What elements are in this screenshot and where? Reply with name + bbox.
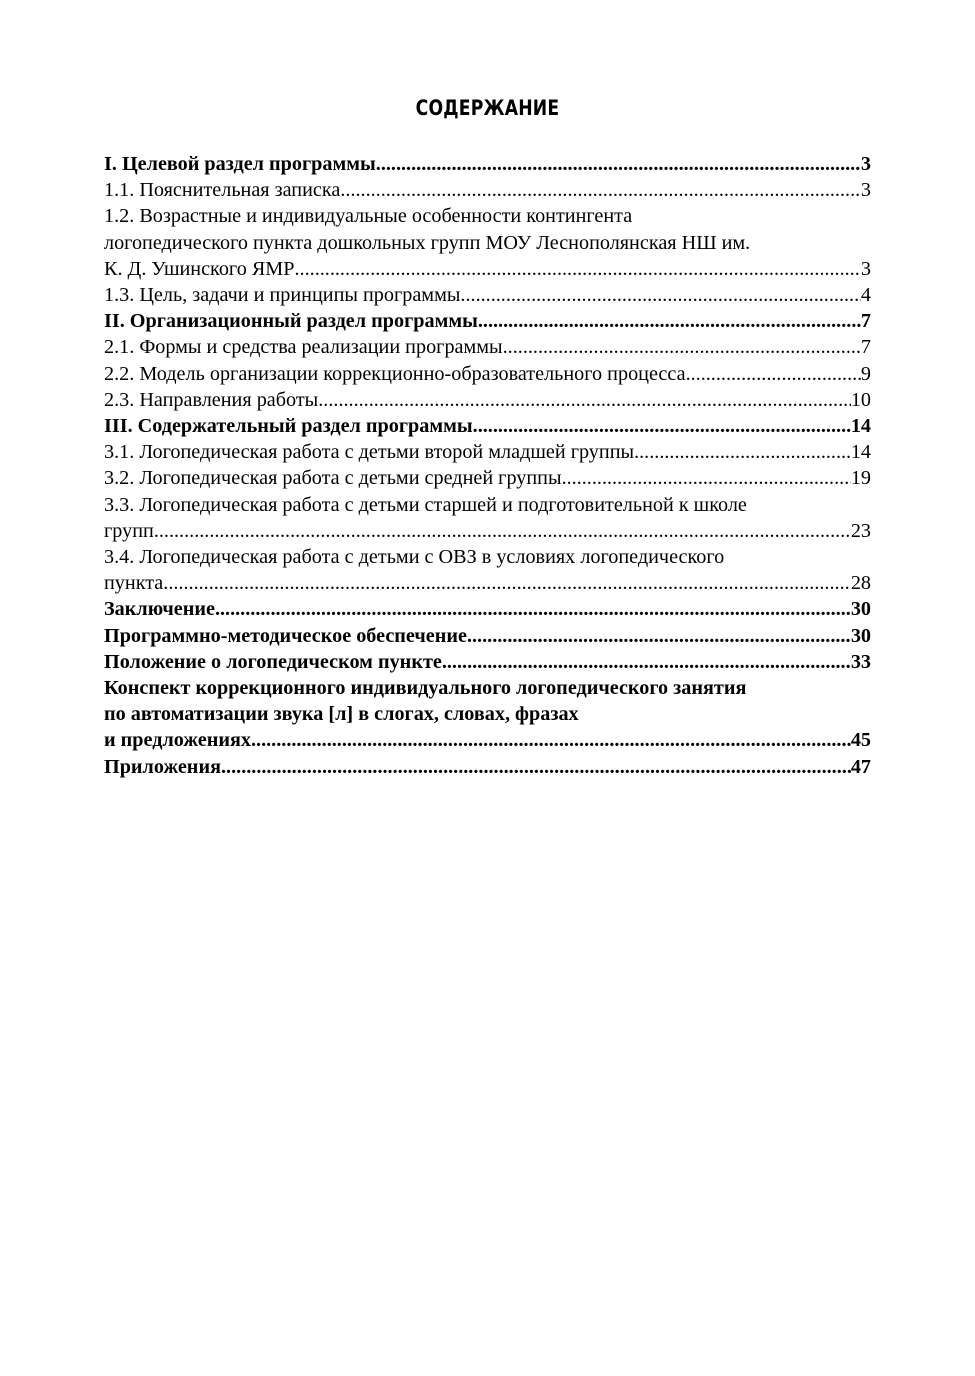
toc-entry (104, 754, 871, 780)
page-title: СОДЕРЖАНИЕ (415, 96, 560, 120)
toc-entry (104, 203, 871, 282)
toc-entry (104, 282, 871, 308)
toc-entry (104, 387, 871, 413)
toc-entry-text: II. Организационный раздел программы (104, 310, 478, 333)
toc-leader-dots (473, 413, 851, 439)
toc-entry-text: III. Содержательный раздел программы (104, 415, 473, 438)
toc-leader-dots (478, 308, 861, 334)
toc-entry (104, 544, 871, 596)
toc-page-number: 3 (860, 257, 871, 280)
toc-leader-dots (686, 361, 861, 387)
toc-leader-dots (295, 256, 861, 282)
toc-entry-line (104, 256, 871, 282)
toc-entry (104, 675, 871, 754)
toc-entry-text: по автоматизации звука [л] в слогах, словах, фразах (104, 703, 579, 726)
toc-entry-text: К. Д. Ушинского ЯМР (104, 257, 295, 280)
toc-page-number: 19 (850, 467, 871, 490)
toc-page-number: 23 (850, 519, 871, 542)
toc-entry-text: логопедического пункта дошкольных групп МОУ Леснополянская НШ им. (104, 231, 751, 254)
toc-entry-line (104, 570, 871, 596)
toc-leader-dots (251, 727, 851, 753)
toc-leader-dots (460, 282, 860, 308)
toc-entry-line (104, 177, 871, 203)
toc-entry-line (104, 308, 871, 334)
toc-leader-dots (376, 151, 861, 177)
toc-entry-text: Приложения (104, 755, 221, 778)
toc-leader-dots (163, 570, 851, 596)
toc-page-number: 9 (860, 362, 871, 385)
toc-entry (104, 151, 871, 177)
toc-entry (104, 334, 871, 360)
toc-entry-line (104, 754, 871, 780)
toc-entry-line (104, 151, 871, 177)
toc-page-number: 10 (850, 388, 871, 411)
toc-entry (104, 649, 871, 675)
toc-entry-text: 2.2. Модель организации коррекционно-образовательного процесса (104, 362, 686, 385)
toc-entry-text: 1.3. Цель, задачи и принципы программы (104, 284, 461, 307)
toc-entry-line (104, 518, 871, 544)
toc-entry-line (104, 465, 871, 491)
toc-entry-line (104, 387, 871, 413)
toc-page-number: 3 (860, 179, 871, 202)
toc-page-number: 47 (850, 755, 871, 778)
toc-leader-dots (503, 334, 861, 360)
toc-leader-dots (221, 754, 851, 780)
toc-entry (104, 492, 871, 544)
toc-entry-text: Конспект коррекционного индивидуального логопедического занятия (104, 677, 747, 700)
toc-entry-line (104, 727, 871, 753)
toc-leader-dots (154, 518, 851, 544)
toc-entry-text: и предложениях (104, 729, 251, 752)
toc-entry-text: 2.1. Формы и средства реализации программы (104, 336, 503, 359)
toc-page-number: 3 (860, 153, 871, 175)
toc-entry-text: 3.1. Логопедическая работа с детьми второй младшей группы (104, 441, 635, 464)
toc-leader-dots (562, 465, 851, 491)
toc-leader-dots (215, 596, 851, 622)
toc-page-number: 33 (850, 650, 871, 673)
toc-entry (104, 177, 871, 203)
toc-entry-text: 1.2. Возрастные и индивидуальные особенности контингента (104, 205, 633, 228)
toc-entry (104, 465, 871, 491)
toc-page-number: 7 (860, 336, 871, 359)
toc-entry (104, 439, 871, 465)
toc-entry-line (104, 439, 871, 465)
toc-entry (104, 596, 871, 622)
toc-entry-text: групп (104, 519, 154, 542)
table-of-contents (104, 151, 871, 780)
toc-page-number: 14 (850, 415, 871, 438)
toc-entry-text: Программно-методическое обеспечение (104, 624, 467, 647)
toc-entry-line (104, 623, 871, 649)
toc-entry-text: 3.2. Логопедическая работа с детьми средней группы (104, 467, 562, 490)
toc-page-number: 30 (850, 598, 871, 621)
toc-page-number: 28 (850, 572, 871, 595)
toc-entry-line (104, 282, 871, 308)
toc-leader-dots (442, 649, 851, 675)
toc-entry (104, 623, 871, 649)
toc-entry-text: I. Целевой раздел программы (104, 153, 376, 175)
toc-entry-text: пункта (104, 572, 164, 595)
toc-page-number: 30 (850, 624, 871, 647)
toc-entry-text: 3.4. Логопедическая работа с детьми с ОВЗ в условиях логопедического (104, 546, 725, 569)
toc-entry-line (104, 649, 871, 675)
toc-leader-dots (467, 623, 851, 649)
toc-entry-line (104, 596, 871, 622)
toc-entry-text: Положение о логопедическом пункте (104, 650, 442, 673)
toc-entry (104, 308, 871, 334)
toc-entry-line (104, 361, 871, 387)
toc-page-number: 4 (860, 284, 871, 307)
toc-leader-dots (634, 439, 851, 465)
toc-entry-text: 2.3. Направления работы (104, 388, 319, 411)
toc-page-number: 45 (850, 729, 871, 752)
toc-entry-line (104, 413, 871, 439)
toc-entry-text: Заключение (104, 598, 215, 621)
toc-entry (104, 361, 871, 387)
toc-entry-text: 3.3. Логопедическая работа с детьми старшей и подготовительной к школе (104, 493, 747, 516)
toc-entry (104, 413, 871, 439)
toc-leader-dots (318, 387, 851, 413)
toc-leader-dots (340, 177, 861, 203)
toc-page-number: 7 (860, 310, 871, 333)
toc-entry-line (104, 334, 871, 360)
toc-page-number: 14 (850, 441, 871, 464)
toc-entry-text: 1.1. Пояснительная записка (104, 179, 341, 202)
